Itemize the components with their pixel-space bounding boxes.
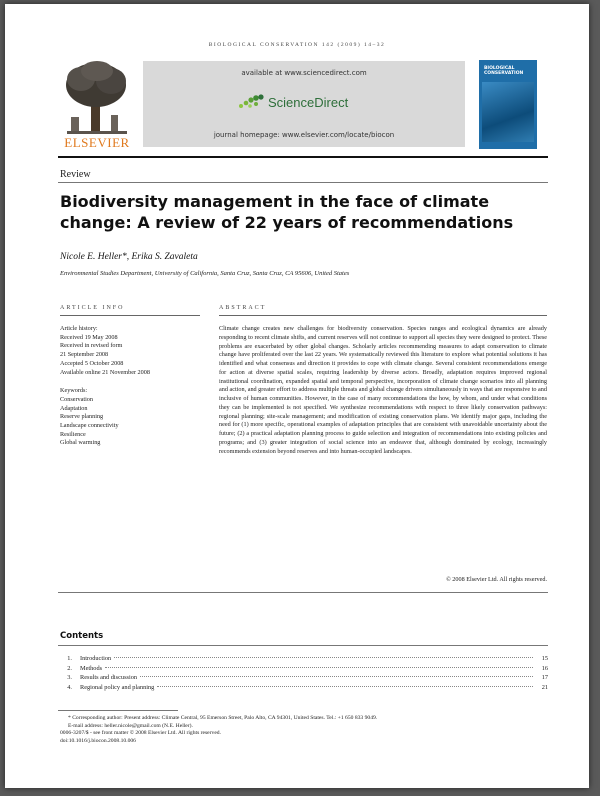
- history-item: Received 19 May 2008: [60, 333, 118, 341]
- toc-item[interactable]: [60, 683, 548, 693]
- toc-label: Methods: [80, 664, 103, 672]
- article-info: [60, 325, 200, 448]
- toc-number: 2.: [67, 664, 72, 672]
- title-rule: [58, 182, 548, 183]
- toc-leader: [105, 667, 533, 668]
- toc-page: 15: [541, 655, 548, 662]
- abstract-rule: [219, 315, 547, 316]
- keyword: Conservation: [60, 395, 93, 403]
- toc-number: 3.: [67, 674, 72, 681]
- abstract-end-rule: [58, 592, 548, 593]
- article-info-rule: [60, 315, 200, 316]
- journal-banner: [59, 59, 467, 151]
- sciencedirect-logo[interactable]: [238, 94, 348, 110]
- contents-heading: Contents: [60, 631, 104, 641]
- toc-label: Regional policy and planning: [80, 683, 155, 691]
- sciencedirect-dots-icon: [238, 94, 264, 110]
- history-label: Article history:: [60, 325, 98, 332]
- author-affiliation: Environmental Studies Department, University of California, Santa Cruz, Santa Cruz, CA 95606, United States: [60, 270, 350, 277]
- toc-number: 4.: [67, 683, 72, 691]
- toc-label: Results and discussion: [80, 674, 138, 681]
- article-type: Review: [60, 169, 91, 180]
- toc-page: 21: [541, 683, 548, 691]
- copyright-notice: © 2008 Elsevier Ltd. All rights reserved.: [446, 576, 547, 583]
- article-info-heading: ARTICLE INFO: [60, 305, 125, 311]
- toc-label: Introduction: [80, 655, 112, 662]
- history-item: 21 September 2008: [60, 351, 109, 359]
- journal-homepage-link[interactable]: journal homepage: www.elsevier.com/locate/biocon: [213, 131, 395, 139]
- article-title: Biodiversity management in the face of climate change: A review of 22 years of recommendations: [60, 192, 514, 232]
- cover-image: [482, 82, 534, 142]
- toc-item[interactable]: [60, 673, 548, 683]
- contents-rule: [58, 645, 548, 646]
- keyword: Adaptation: [60, 404, 88, 412]
- abstract-heading: ABSTRACT: [219, 305, 267, 311]
- toc-page: 16: [541, 664, 548, 672]
- keyword: Landscape connectivity: [60, 422, 119, 430]
- availability-link[interactable]: available at www.sciencedirect.com: [241, 69, 367, 77]
- running-head: BIOLOGICAL CONSERVATION 142 (2009) 14–32: [208, 42, 386, 48]
- article-authors: Nicole E. Heller*, Erika S. Zavaleta: [60, 252, 198, 262]
- elsevier-logo[interactable]: [59, 59, 135, 151]
- keyword: Reserve planning: [60, 413, 104, 421]
- history-item: Received in revised form: [60, 342, 123, 350]
- toc-number: 1.: [67, 655, 72, 662]
- keyword: Resilience: [60, 430, 86, 438]
- footnote-rule: [58, 710, 178, 711]
- cover-title: BIOLOGICAL CONSERVATION: [484, 66, 524, 76]
- doi-note[interactable]: doi:10.1016/j.biocon.2008.10.006: [60, 737, 136, 744]
- email-note: E-mail address: heller.nicole@gmail.com (N.E. Heller).: [68, 722, 193, 729]
- toc-item[interactable]: [60, 664, 548, 674]
- publisher-name: ELSEVIER: [64, 135, 130, 150]
- sciencedirect-box: [143, 61, 465, 147]
- keyword: Global warming: [60, 439, 101, 447]
- toc-leader: [157, 686, 533, 687]
- corresponding-author-note: * Corresponding author: Present address: Climate Central, 95 Emerson Street, Palo Alto, CA 94301, United States. Tel.: +1 650 833 9049.: [68, 715, 378, 721]
- abstract-text: Climate change creates new challenges for biodiversity conservation. Species ranges and ecological dynamics are already responding to recent climate shifts, and current reserves will not continue to support all species they were designed to protect. These problems are exacerbated by other global changes. Scholarly articles recommending measures to adapt conservation to climate change have proliferated over the last 22 years. We systematically reviewed this literature to explore what potential solutions it has identified and what consensus and direction it provides to cope with climate change. Several consistent recommendations emerge for action at diverse spatial scales, requiring leadership by diverse actors. Broadly, adaptation requires improved regional institutional coordination, expanded spatial and temporal perspective, incorporation of climate change scenarios into all planning and action, and greater effort to address multiple threats and global change drivers simultaneously in ways that are responsive to and inclusive of human communities. However, in the case of many recommendations the how, by whom, and under what conditions they can be implemented is not specified. We synthesize recommendations with respect to three likely conservation pathways: regional planning; site-scale management; and modification of existing conservation plans. We identify major gaps, including the need for (1) more specific, operational examples of adaptation principles that are consistent with unavoidable uncertainty about the future; (2) a practical adaptation planning process to guide selection and integration of recommendations into existing policies and programs; and (3) greater integration of social science into an endeavor that, although dominated by ecology, increasingly recommends extension beyond reserves and into human-occupied landscapes.: [219, 325, 547, 455]
- keywords-label: Keywords:: [60, 387, 88, 395]
- table-of-contents: [60, 654, 548, 692]
- toc-leader: [114, 657, 533, 658]
- history-item: Available online 21 November 2008: [60, 368, 150, 376]
- sciencedirect-name: ScienceDirect: [268, 94, 349, 110]
- journal-page: [5, 4, 589, 788]
- journal-cover[interactable]: [479, 60, 537, 149]
- history-item: Accepted 5 October 2008: [60, 359, 124, 367]
- elsevier-tree-icon: [59, 59, 135, 137]
- toc-page: 17: [541, 674, 548, 681]
- header-rule: [58, 156, 548, 158]
- footnotes: [60, 715, 550, 745]
- toc-item[interactable]: [60, 654, 548, 664]
- issn-note: 0006-3207/$ - see front matter © 2008 Elsevier Ltd. All rights reserved.: [60, 730, 221, 737]
- toc-leader: [140, 676, 533, 677]
